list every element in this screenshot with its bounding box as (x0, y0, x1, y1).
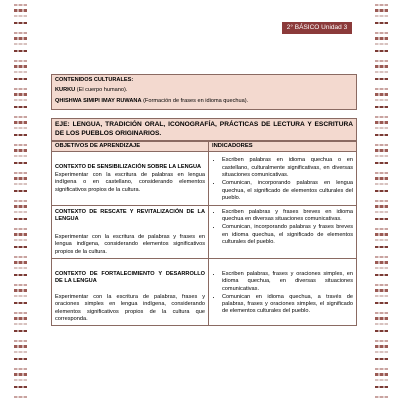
indicators-list (212, 157, 353, 202)
kurku-term: KURKU (55, 87, 76, 94)
indicators-list (212, 271, 353, 316)
indicator-item: • Escriben palabras, frases y oraciones simples, en idioma quechua, en diversas situaciones comunicativas. (222, 271, 353, 293)
objective-text: Experimentar con la escritura de palabras, frases y oraciones simples en lengua indígena, considerando elementos significativos propios de la cultura que corresponda. (55, 293, 205, 322)
document-body (51, 74, 357, 326)
indicator-item: • Escriben palabras en idioma quechua o en castellano, culturalmente significativas, en diversas situaciones comunicativas. (222, 157, 353, 179)
table-row (52, 205, 357, 258)
indicator-item: • Comunican, incorporando palabras en lengua quechua, el significado de elementos culturales del pueblo. (222, 180, 353, 202)
qhishwa-desc: (Formación de frases en idioma quechua). (141, 97, 249, 104)
kurku-line (55, 87, 353, 94)
objectives-table (51, 141, 357, 326)
contenidos-label: CONTENIDOS CULTURALES: (55, 77, 134, 83)
qhishwa-term: QHISHWA SIMIPI IMAY RUWANA (55, 97, 142, 104)
table-row (52, 152, 357, 205)
contenidos-culturales-box (51, 74, 357, 110)
indicator-item: • Comunican en idioma quechua, a través de palabras, frases y oraciones simples, el significado de elementos culturales del pueblo. (222, 294, 353, 316)
indicator-item: • Escriben palabras y frases breves en idioma quechua en diversas situaciones comunicativas. (222, 209, 353, 224)
col-indicadores: INDICADORES (209, 142, 357, 152)
objective-text: Experimentar con la escritura de palabras y frases en lengua indígena, considerando elementos significativos propios de la cultura. (55, 233, 205, 255)
eje-heading: EJE: LENGUA, TRADICIÓN ORAL, ICONOGRAFÍA, PRÁCTICAS DE LECTURA Y ESCRITURA DE LOS PUEBLOS ORIGINARIOS. (51, 118, 357, 141)
indicator-item: • Comunican, incorporando palabras y frases breves en idioma quechua, el significado de elementos culturales del pueblo. (222, 224, 353, 246)
indicators-cell (209, 258, 357, 325)
kurku-desc: (El cuerpo humano). (75, 87, 128, 94)
unit-badge: 2° BÁSICO Unidad 3 (282, 22, 352, 34)
objective-title: CONTEXTO DE SENSIBILIZACIÓN SOBRE LA LENGUA (55, 164, 202, 171)
indicators-cell (209, 152, 357, 205)
objective-cell (52, 258, 209, 325)
objective-cell (52, 205, 209, 258)
decorative-border-right (375, 0, 388, 400)
col-objetivos: OBJETIVOS DE APRENDIZAJE (52, 142, 209, 152)
objective-cell (52, 152, 209, 205)
indicators-list (212, 209, 353, 247)
objective-text: Experimentar con la escritura de palabras en lengua indígena o en castellano, considerando elementos significativos propios de la cultura. (55, 171, 205, 193)
objective-title: CONTEXTO DE FORTALECIMIENTO Y DESARROLLO DE LA LENGUA (55, 270, 205, 285)
table-header-row (52, 142, 357, 152)
table-row (52, 258, 357, 325)
qhishwa-line (55, 98, 353, 105)
objective-title: CONTEXTO DE RESCATE Y REVITALIZACIÓN DE LA LENGUA (55, 208, 205, 223)
indicators-cell (209, 205, 357, 258)
decorative-border-left (14, 0, 27, 400)
